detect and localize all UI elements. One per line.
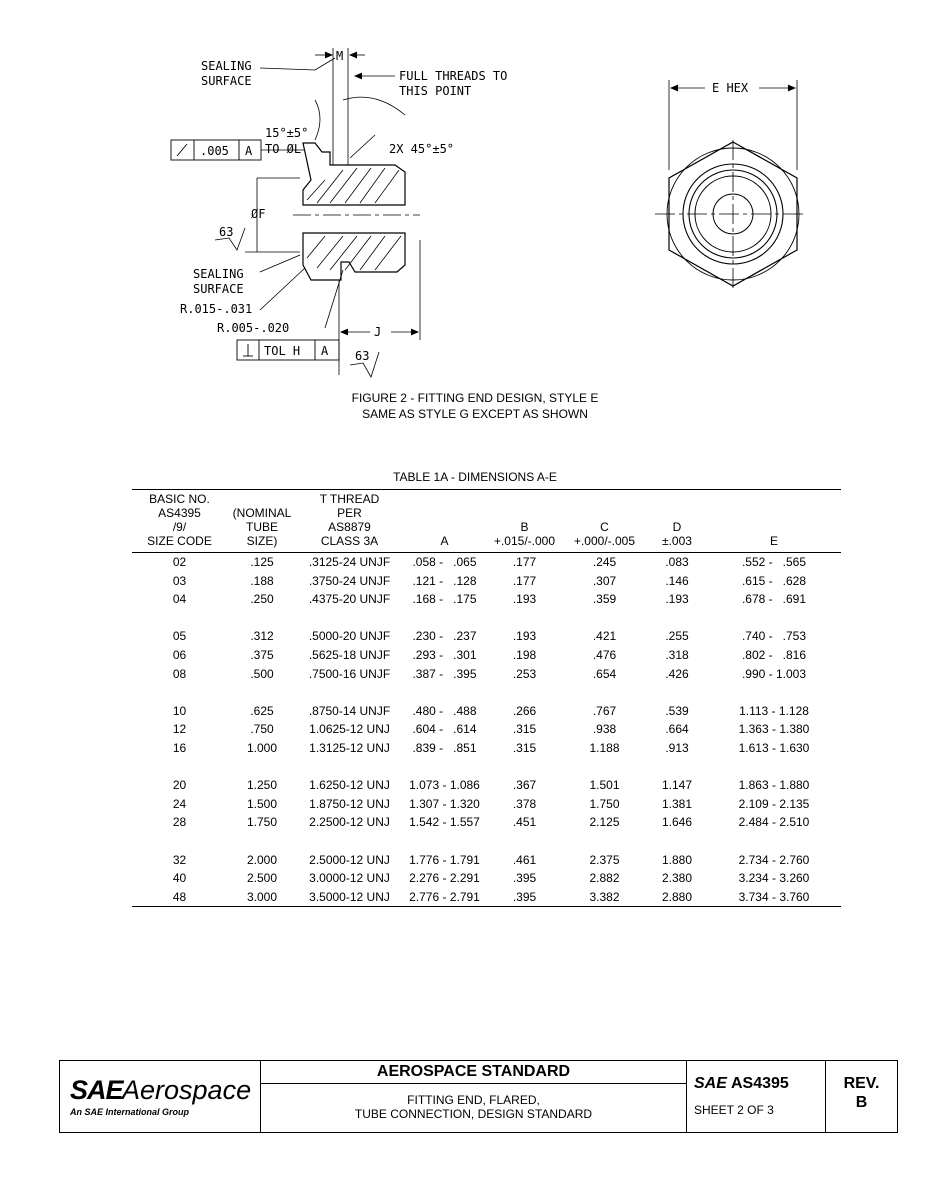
table-cell: 04 [172, 592, 187, 607]
table-title: TABLE 1A - DIMENSIONS A-E [393, 470, 557, 484]
figure-caption-line2: SAME AS STYLE G EXCEPT AS SHOWN [362, 407, 588, 421]
header-text: B [520, 520, 529, 534]
header-text: C [600, 520, 609, 534]
table-cell: 1.113 - 1.128 [739, 703, 809, 718]
table-cell: 48 [132, 888, 227, 907]
header-text: TUBE [245, 520, 278, 534]
label-sealing-surface-top-2: SURFACE [201, 74, 252, 88]
figure-caption-line1: FIGURE 2 - FITTING END DESIGN, STYLE E [351, 391, 599, 405]
revision-label: REV. [843, 1075, 880, 1092]
table-cell: .3125-24 UNJF [308, 555, 391, 569]
table-cell: 1.880 [661, 852, 693, 867]
table-cell: .426 [665, 666, 689, 681]
label-angle-45: 2X 45°±5° [389, 142, 455, 156]
table-cell: 08 [172, 666, 187, 681]
table-cell: 2.484 - 2.510 [738, 815, 810, 830]
table-cell: .839 - .851 [412, 740, 477, 755]
table-cell: .421 [592, 629, 617, 644]
table-cell: .664 [665, 722, 689, 737]
table-cell: .7500-16 UNJF [308, 666, 391, 681]
table-row [132, 553, 841, 572]
table-cell: .250 [250, 592, 274, 607]
table-cell: .451 [512, 815, 537, 830]
label-perp-tol: TOL H [264, 344, 301, 358]
table-cell: 1.750 [246, 815, 278, 830]
table-cell: 1.147 [661, 778, 693, 793]
table-cell: 1.501 [589, 778, 620, 793]
dimensions-table [132, 489, 841, 907]
drawing-svg [165, 40, 805, 385]
table-cell: 2.880 [647, 888, 707, 907]
table-cell: 2.125 [589, 815, 620, 830]
table-cell: 1.500 [246, 796, 278, 811]
table-cell: 1.6250-12 UNJ [309, 778, 390, 793]
hex-end-view [655, 80, 805, 290]
label-sealing-surface-top-1: SEALING [201, 59, 252, 73]
table-cell: .500 [250, 666, 274, 681]
table-cell: 2.776 - 2.791 [402, 888, 487, 907]
col-header-d [647, 490, 707, 553]
table-cell: 12 [172, 722, 187, 737]
label-perp-datum: A [321, 344, 329, 358]
table-cell: .678 - .691 [741, 592, 807, 607]
document-number: AS4395 [731, 1075, 789, 1092]
table-cell: .367 [512, 778, 537, 793]
table-cell: .8750-14 UNJF [308, 703, 391, 718]
label-tol-datum: A [245, 144, 253, 158]
revision-cell [826, 1061, 897, 1132]
label-sealing-surface-bottom-1: SEALING [193, 267, 244, 281]
standard-heading: AEROSPACE STANDARD [261, 1061, 686, 1084]
header-text: SIZE CODE [147, 534, 212, 548]
header-text: BASIC NO. [149, 492, 210, 506]
spacer-cell [132, 758, 841, 777]
table-cell: .552 - .565 [741, 555, 807, 569]
table-row [132, 627, 841, 646]
table-cell: .654 [592, 666, 617, 681]
table-cell: .461 [512, 852, 537, 867]
label-e-hex: E HEX [712, 81, 749, 95]
table-cell: .177 [512, 555, 537, 569]
table-cell: 05 [172, 629, 187, 644]
table-header-row [132, 490, 841, 553]
table-cell: 1.3125-12 UNJ [309, 740, 390, 755]
table-cell: .3750-24 UNJF [308, 573, 391, 588]
table-cell: .083 [665, 555, 689, 569]
table-cell: 2.2500-12 UNJ [309, 815, 390, 830]
table-body [132, 553, 841, 907]
table-cell: 1.0625-12 UNJ [309, 722, 390, 737]
table-cell: 1.307 - 1.320 [409, 796, 480, 811]
label-full-threads-1: FULL THREADS TO [399, 69, 508, 83]
table-row [132, 851, 841, 870]
table-spacer-row [132, 758, 841, 777]
table-cell: .058 - .065 [412, 555, 477, 569]
table-cell: .5000-20 UNJF [308, 629, 391, 644]
table-cell: 2.375 [589, 852, 620, 867]
table-row [132, 776, 841, 795]
table-cell: .121 - .128 [412, 573, 477, 588]
table-cell: .615 - .628 [741, 573, 807, 588]
doc-sae-logo: SAE [694, 1075, 727, 1092]
table-cell: 03 [172, 573, 187, 588]
table-cell: .4375-20 UNJF [308, 592, 391, 607]
table-cell: 24 [172, 796, 187, 811]
table-cell: .625 [250, 703, 274, 718]
revision-value: B [855, 1094, 868, 1111]
table-row [132, 888, 841, 907]
logo-subtitle: An SAE International Group [70, 1107, 190, 1117]
spacer-cell [132, 609, 841, 628]
table-cell: .255 [665, 629, 689, 644]
label-full-threads-2: THIS POINT [399, 84, 472, 98]
table-cell: .604 - .614 [412, 722, 477, 737]
title-block-center [261, 1061, 687, 1132]
label-angle-15: 15°±5° [265, 126, 309, 140]
label-tol-value: .005 [200, 144, 229, 158]
table-cell: .913 [665, 740, 689, 755]
table-cell: 2.276 - 2.291 [409, 871, 480, 886]
table-cell: .767 [592, 703, 617, 718]
sheet-number: SHEET 2 OF 3 [694, 1103, 774, 1117]
table-row [132, 702, 841, 721]
table-spacer-row [132, 609, 841, 628]
table-cell: .802 - .816 [741, 647, 807, 662]
table-cell: 40 [172, 871, 187, 886]
table-spacer-row [132, 832, 841, 851]
table-cell: 2.500 [246, 871, 278, 886]
table-cell: 32 [172, 852, 187, 867]
label-radius-1: R.015-.031 [180, 302, 253, 316]
table-cell: 1.8750-12 UNJ [309, 796, 390, 811]
table-cell: 2.380 [661, 871, 693, 886]
label-finish-63-b: 63 [355, 349, 370, 363]
table-cell: 1.646 [661, 815, 693, 830]
table-cell: .378 [512, 796, 537, 811]
section-hatching [307, 168, 401, 270]
table-cell: .395 [487, 888, 562, 907]
table-cell: .750 [250, 722, 274, 737]
table-cell: 1.073 - 1.086 [409, 778, 480, 793]
table-cell: 1.381 [661, 796, 693, 811]
table-cell: .480 - .488 [412, 703, 477, 718]
table-cell: .266 [512, 703, 537, 718]
table-cell: .193 [512, 592, 537, 607]
table-cell: 3.5000-12 UNJ [297, 888, 402, 907]
table-cell: .740 - .753 [741, 629, 807, 644]
table-cell: .5625-18 UNJF [308, 647, 391, 662]
subtitle-line2: TUBE CONNECTION, DESIGN STANDARD [354, 1107, 593, 1121]
table-cell: 02 [172, 555, 187, 569]
label-phi-f: ØF [251, 207, 266, 221]
table-cell: .293 - .301 [412, 647, 477, 662]
table-cell: 3.734 - 3.760 [707, 888, 841, 907]
standard-subtitle [261, 1084, 686, 1121]
table-cell: .395 [512, 871, 537, 886]
table-cell: 3.0000-12 UNJ [309, 871, 390, 886]
table-cell: .193 [665, 592, 689, 607]
col-header-e [707, 490, 841, 553]
table-row [132, 869, 841, 888]
subtitle-line1: FITTING END, FLARED, [407, 1093, 540, 1107]
table-cell: 2.000 [246, 852, 278, 867]
table-cell: 1.000 [246, 740, 278, 755]
header-text: AS8879 [328, 520, 371, 534]
spacer-cell [132, 832, 841, 851]
header-text: A [440, 534, 449, 548]
table-cell: 1.363 - 1.380 [738, 722, 810, 737]
table-row [132, 739, 841, 758]
sae-aerospace-logo [60, 1061, 261, 1132]
fitting-drawing [165, 40, 805, 385]
table-cell: .307 [592, 573, 617, 588]
header-text: +.000/-.005 [573, 534, 636, 548]
label-m: M [336, 49, 344, 63]
col-header-c [562, 490, 647, 553]
header-text: +.015/-.000 [493, 534, 556, 548]
label-to-cl: TO ØL [265, 142, 302, 156]
table-cell: 16 [172, 740, 187, 755]
table-cell: 3.234 - 3.260 [738, 871, 810, 886]
table-cell: .245 [592, 555, 617, 569]
table-cell: 06 [172, 647, 187, 662]
header-text: T THREAD [319, 492, 380, 506]
header-text: SIZE) [246, 534, 278, 548]
table-cell: .315 [512, 722, 537, 737]
table-cell: .476 [592, 647, 617, 662]
table-cell: .387 - .395 [412, 666, 477, 681]
table-cell: .188 [250, 573, 274, 588]
table-cell: 1.250 [246, 778, 278, 793]
header-text: E [769, 534, 778, 548]
header-text: D [672, 520, 682, 534]
table-cell: .146 [665, 573, 689, 588]
table-cell: 2.734 - 2.760 [738, 852, 810, 867]
table-cell: 1.542 - 1.557 [409, 815, 480, 830]
header-text: PER [337, 506, 362, 520]
header-text: AS4395 [158, 506, 201, 520]
header-text: CLASS 3A [320, 534, 379, 548]
table-row [132, 590, 841, 609]
table-row [132, 646, 841, 665]
table-cell: .198 [512, 647, 537, 662]
table-cell: 3.382 [562, 888, 647, 907]
table-cell: .359 [592, 592, 617, 607]
header-text: (NOMINAL [232, 506, 292, 520]
document-number-cell [687, 1061, 826, 1132]
table-cell: 2.882 [589, 871, 620, 886]
table-cell: .253 [512, 666, 537, 681]
table-cell: .938 [592, 722, 617, 737]
table-cell: 2.5000-12 UNJ [309, 852, 390, 867]
table-cell: .193 [512, 629, 537, 644]
label-finish-63: 63 [219, 225, 234, 239]
col-header-t-thread [297, 490, 402, 553]
label-radius-2: R.005-.020 [217, 321, 290, 335]
table-cell: .168 - .175 [412, 592, 477, 607]
table-row [132, 572, 841, 591]
table-cell: .318 [665, 647, 689, 662]
table-cell: .375 [250, 647, 274, 662]
table-cell: 20 [172, 778, 187, 793]
table-cell: .230 - .237 [412, 629, 477, 644]
spacer-cell [132, 683, 841, 702]
table-row [132, 813, 841, 832]
table-cell: 1.613 - 1.630 [738, 740, 810, 755]
title-block [59, 1060, 898, 1133]
table-spacer-row [132, 683, 841, 702]
col-header-a [402, 490, 487, 553]
table-cell: .125 [250, 555, 274, 569]
table-cell: 1.188 [589, 740, 620, 755]
table-cell: .315 [512, 740, 537, 755]
table-cell: .990 - 1.003 [741, 666, 807, 681]
table-cell: 1.750 [589, 796, 620, 811]
table-cell: 1.776 - 1.791 [409, 852, 480, 867]
header-text: /9/ [172, 520, 187, 534]
table-cell: 10 [172, 703, 187, 718]
table-cell: 28 [172, 815, 187, 830]
table-cell: 2.109 - 2.135 [738, 796, 810, 811]
table-row [132, 665, 841, 684]
table-cell: 3.000 [227, 888, 297, 907]
logo-sae-text: SAE [70, 1075, 123, 1105]
label-sealing-surface-bottom-2: SURFACE [193, 282, 244, 296]
header-text: ±.003 [662, 534, 692, 548]
label-j: J [374, 325, 382, 339]
col-header-nominal-size [227, 490, 297, 553]
logo-aerospace-text: Aerospace [122, 1075, 252, 1105]
table-cell: 1.863 - 1.880 [738, 778, 810, 793]
table-cell: .177 [512, 573, 537, 588]
col-header-size-code [132, 490, 227, 553]
table-row [132, 795, 841, 814]
col-header-b [487, 490, 562, 553]
table-cell: .312 [250, 629, 274, 644]
table-row [132, 720, 841, 739]
table-cell: .539 [665, 703, 689, 718]
